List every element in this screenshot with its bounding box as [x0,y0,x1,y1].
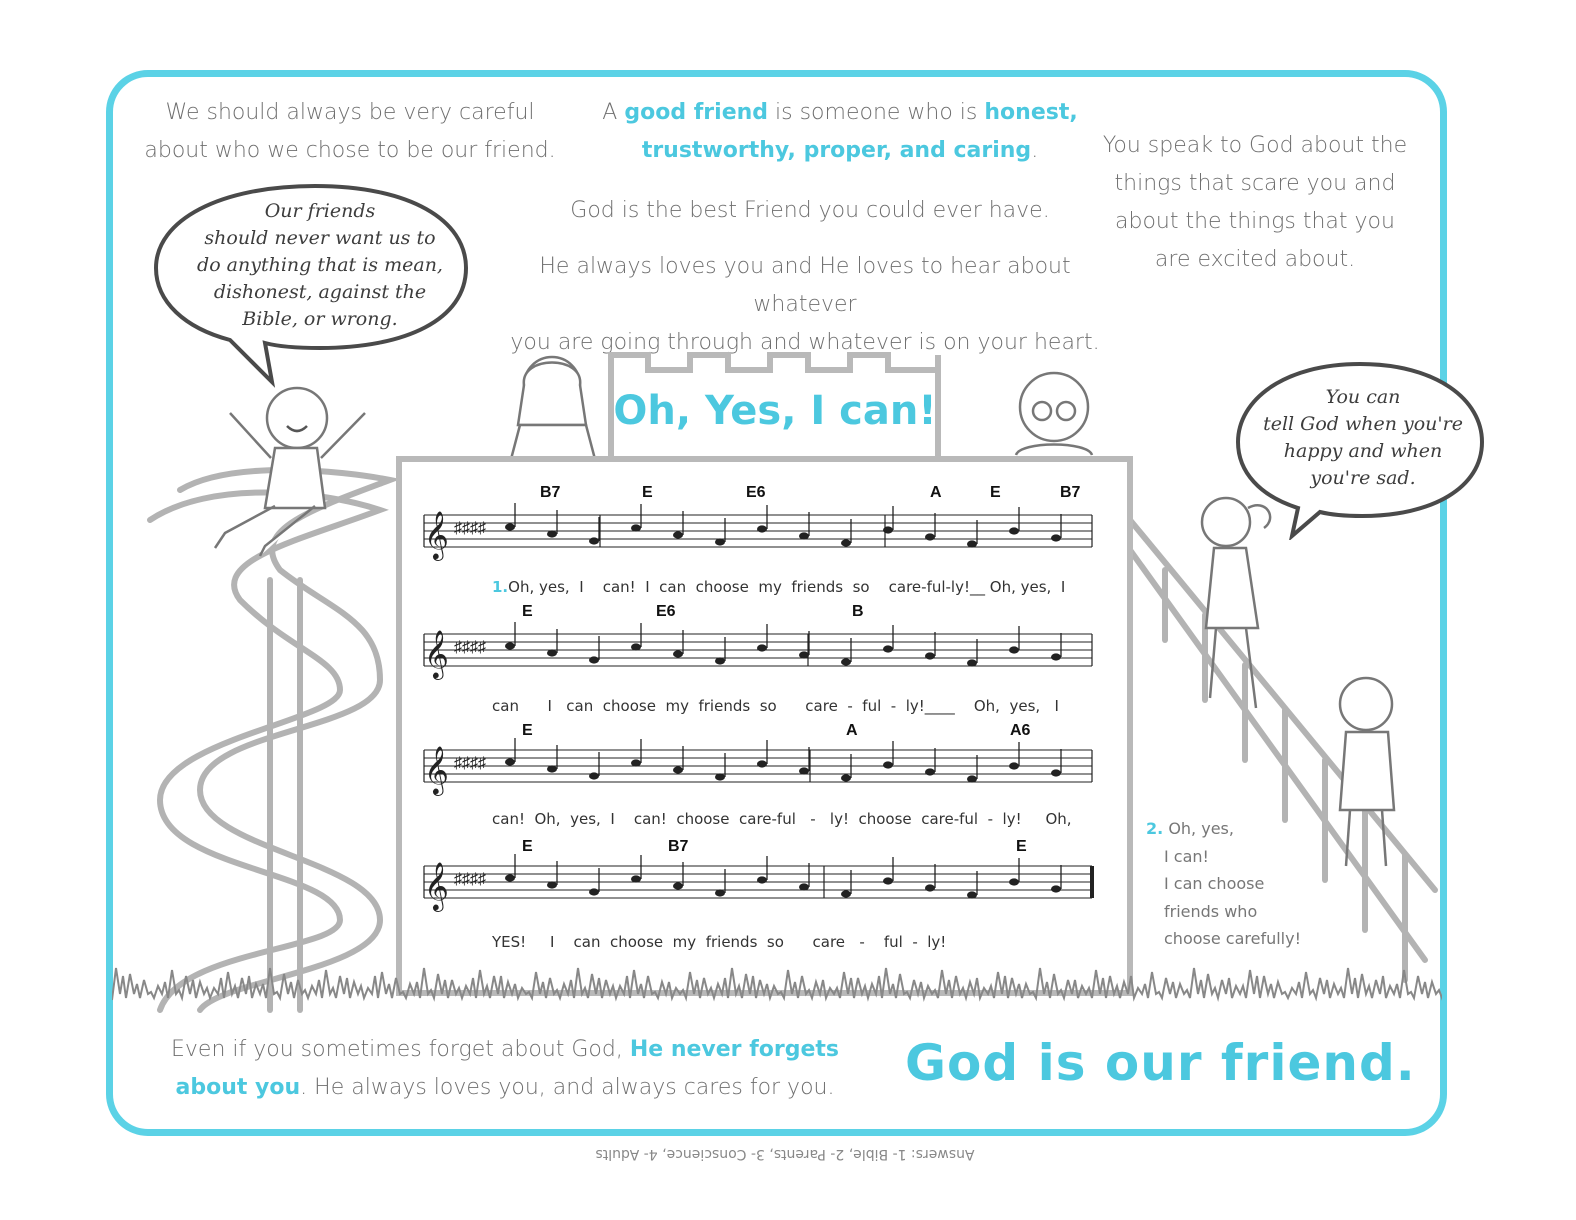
chord-symbol: B7 [668,838,689,855]
note-head [757,876,767,883]
song-title: Oh, Yes, I can! [613,388,937,434]
chord-symbol: E [522,722,533,739]
note-head [1009,762,1019,769]
system-4-lyrics: YES! I can choose my friends so care - ful - ly! [492,933,947,951]
nf-a: Even if you sometimes forget about God, [170,1037,630,1062]
note-head [1051,769,1061,776]
verse-2 [1146,815,1326,953]
note-head [673,766,683,773]
note-head [715,657,725,664]
note-head [631,875,641,882]
note-head [925,533,935,540]
note-head [547,881,557,888]
note-head [547,530,557,537]
note-head [715,538,725,545]
verse2-line2: I can! [1164,846,1209,866]
note-head [631,643,641,650]
loves-line1: He always loves you and He loves to hear about whatever [539,254,1071,317]
gf-period: . [1031,138,1039,163]
note-head [505,758,515,765]
bubble-right-text [1248,384,1478,492]
gf-qualities: trustworthy, proper, and caring [641,138,1032,163]
note-head [757,760,767,767]
speak-line3: about the things that you [1115,209,1395,234]
key-signature-icon: ♯♯♯♯ [454,755,486,772]
note-head [1051,885,1061,892]
verse2-line4: friends who [1164,901,1258,921]
intro-text-left [140,94,560,170]
best-friend-text: God is the best Friend you could ever have. [570,198,1050,223]
system-2-chords [420,603,1110,623]
bubble-left-text [175,198,465,333]
note-head [589,656,599,663]
note-head [715,773,725,780]
gf-c: is someone who is [768,100,985,125]
intro-left-line2: about who we chose to be our friend. [144,138,556,163]
answers-upside-down: Answers: 1- Bible, 2- Parents, 3- Conscience, 4- Adults [595,1146,975,1162]
note-head [925,884,935,891]
treble-clef-icon: 𝄞 [424,510,449,559]
key-signature-icon: ♯♯♯♯ [454,520,486,537]
gf-a: A [602,100,625,125]
note-head [505,874,515,881]
note-head [883,761,893,768]
note-head [1051,534,1061,541]
treble-clef-icon: 𝄞 [424,629,449,678]
bubble-right-line1: You can [1325,386,1401,408]
note-head [589,537,599,544]
grass-blades [112,968,1442,1000]
speak-line2: things that scare you and [1114,171,1396,196]
system-1-lyrics [492,578,1065,596]
chord-symbol: A6 [1010,722,1031,739]
bubble-right-line3: happy and when [1283,440,1443,462]
note-head [673,531,683,538]
chord-symbol: E [642,484,653,501]
system-4-chords [420,838,1110,858]
chord-symbol: E [522,603,533,620]
note-head [589,888,599,895]
note-head [547,649,557,656]
bubble-left-line2: should never want us to [204,227,436,249]
verse-number-1: 1. [492,578,509,596]
chord-symbol: E [990,484,1001,501]
grass-illustration [112,950,1442,1002]
loves-line2: you are going through and whatever is on your heart. [510,330,1100,355]
bubble-left-line4: dishonest, against the [213,281,427,303]
note-head [799,767,809,774]
never-forgets-text [150,1031,860,1107]
girl-illustration [500,345,610,470]
chord-symbol: B7 [1060,484,1081,501]
note-head [799,651,809,658]
note-head [505,642,515,649]
nf-highlight-1: He never forgets [629,1037,840,1062]
chord-symbol: E [1016,838,1027,855]
note-head [757,525,767,532]
note-head [799,883,809,890]
note-head [967,775,977,782]
note-head [967,659,977,666]
boy-on-stairs-illustration [1320,670,1410,870]
chord-symbol: B7 [540,484,561,501]
intro-left-line1: We should always be very careful [165,100,535,125]
boy-on-slide-illustration [205,378,385,558]
note-head [967,891,977,898]
chord-symbol: E [522,838,533,855]
verse-number-2: 2. [1146,819,1164,838]
gf-honest: honest, [984,100,1078,125]
curly-kid-illustration [1000,365,1110,465]
speak-line4: are excited about. [1154,247,1356,272]
gf-good-friend: good friend [624,100,769,125]
key-signature-icon: ♯♯♯♯ [454,639,486,656]
note-head [1051,653,1061,660]
tagline: God is our friend. [905,1034,1416,1092]
note-head [841,539,851,546]
key-signature-icon: ♯♯♯♯ [454,871,486,888]
note-head [757,644,767,651]
note-head [841,658,851,665]
system-1-lyric-text: Oh, yes, I can! I can choose my friends so care-ful-ly!__ Oh, yes, I [508,578,1066,596]
speak-line1: You speak to God about the [1102,133,1408,158]
chord-symbol: B [852,603,864,620]
note-head [925,652,935,659]
treble-clef-icon: 𝄞 [424,861,449,910]
note-head [673,882,683,889]
note-head [547,765,557,772]
note-head [673,650,683,657]
note-head [883,526,893,533]
bubble-right-line2: tell God when you're [1263,413,1463,435]
note-head [715,889,725,896]
note-head [589,772,599,779]
note-head [631,524,641,531]
speak-to-god-text [1100,127,1410,279]
note-head [841,774,851,781]
verse2-line5: choose carefully! [1164,929,1301,948]
system-3-chords [420,722,1110,742]
chord-symbol: A [930,484,942,501]
note-head [883,877,893,884]
note-head [925,768,935,775]
bubble-right-line4: you're sad. [1310,467,1416,489]
nf-d: . He always loves you, and always cares for you. [300,1075,835,1100]
nf-highlight-2: about you [175,1075,301,1100]
system-3-lyrics: can! Oh, yes, I can! choose care-ful - ly! choose care-ful - ly! Oh, [492,810,1072,828]
verse2-line1: Oh, yes, [1168,819,1234,838]
note-head [967,540,977,547]
chord-symbol: E6 [656,603,676,620]
note-head [1009,646,1019,653]
bubble-left-line3: do anything that is mean, [197,254,443,276]
bubble-left-line5: Bible, or wrong. [242,308,398,330]
girl-on-stairs-illustration [1180,488,1290,718]
note-head [1009,527,1019,534]
good-friend-text [560,94,1120,170]
treble-clef-icon: 𝄞 [424,745,449,794]
system-1-chords [420,484,1110,504]
chord-symbol: A [846,722,858,739]
note-head [841,890,851,897]
system-2-lyrics: can I can choose my friends so care - ful - ly!____ Oh, yes, I [492,697,1059,715]
note-head [799,532,809,539]
note-head [883,645,893,652]
note-head [631,759,641,766]
note-head [1009,878,1019,885]
bubble-left-line1: Our friends [264,200,376,222]
note-head [505,523,515,530]
chord-symbol: E6 [746,484,766,501]
verse2-line3: I can choose [1164,874,1265,893]
